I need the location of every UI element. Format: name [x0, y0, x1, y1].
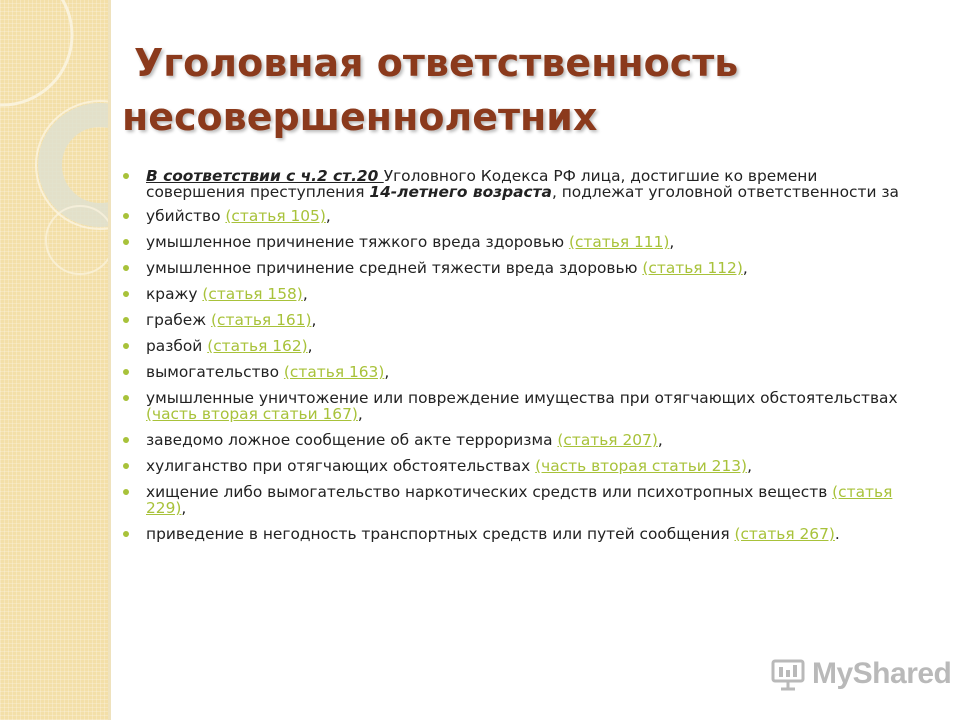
- title-line-1: Уголовная ответственность: [134, 41, 739, 85]
- list-item: умышленное причинение тяжкого вреда здоровью (статья 111),: [120, 234, 920, 250]
- article-link[interactable]: (статья 163): [283, 363, 385, 381]
- article-link[interactable]: (статья 111): [568, 233, 670, 251]
- intro-text-2: , подлежат уголовной ответственности за: [551, 183, 899, 201]
- page-title: [122, 36, 882, 144]
- list-item: умышленные уничтожение или повреждение имущества при отягчающих обстоятельствах (часть вторая статьи 167),: [120, 390, 920, 422]
- watermark-text: MyShared: [812, 657, 952, 690]
- article-link[interactable]: (статья 112): [642, 259, 743, 277]
- myshared-watermark: [770, 656, 951, 692]
- article-link[interactable]: (часть вторая статьи 167): [146, 405, 358, 423]
- content-list: [120, 168, 920, 552]
- article-link[interactable]: (статья 267): [734, 525, 835, 543]
- list-item: хулиганство при отягчающих обстоятельствах (часть вторая статьи 213),: [120, 458, 920, 474]
- decorative-rings: [0, 0, 108, 720]
- list-item: заведомо ложное сообщение об акте терроризма (статья 207),: [120, 432, 920, 448]
- article-link[interactable]: (статья 105): [225, 207, 326, 225]
- list-item-intro: [120, 168, 920, 200]
- article-link[interactable]: (часть вторая статьи 213): [535, 457, 748, 475]
- intro-emphasis: 14-летнего возраста: [369, 183, 552, 201]
- article-link[interactable]: (статья 158): [202, 285, 303, 303]
- intro-text-1: Уголовного Кодекса РФ лица, достигшие ко времени совершения преступления: [146, 167, 818, 201]
- list-item: грабеж (статья 161),: [120, 312, 920, 328]
- list-item: убийство (статья 105),: [120, 208, 920, 224]
- list-item: хищение либо вымогательство наркотических средств или психотропных веществ (статья 229),: [120, 484, 920, 516]
- list-item: кражу (статья 158),: [120, 286, 920, 302]
- article-link[interactable]: (статья 229): [146, 483, 893, 517]
- article-link[interactable]: (статья 162): [207, 337, 308, 355]
- list-item: разбой (статья 162),: [120, 338, 920, 354]
- intro-lead: В соответствии с ч.2 ст.20: [146, 167, 384, 185]
- article-link[interactable]: (статья 207): [557, 431, 658, 449]
- title-line-2: несовершеннолетних: [122, 95, 598, 139]
- article-link[interactable]: (статья 161): [211, 311, 312, 329]
- list-item: приведение в негодность транспортных средств или путей сообщения (статья 267).: [120, 526, 920, 542]
- decorative-sidebar: [0, 0, 111, 720]
- list-item: вымогательство (статья 163),: [120, 364, 920, 380]
- presentation-board-icon: [770, 657, 806, 691]
- list-item: умышленное причинение средней тяжести вреда здоровью (статья 112),: [120, 260, 920, 276]
